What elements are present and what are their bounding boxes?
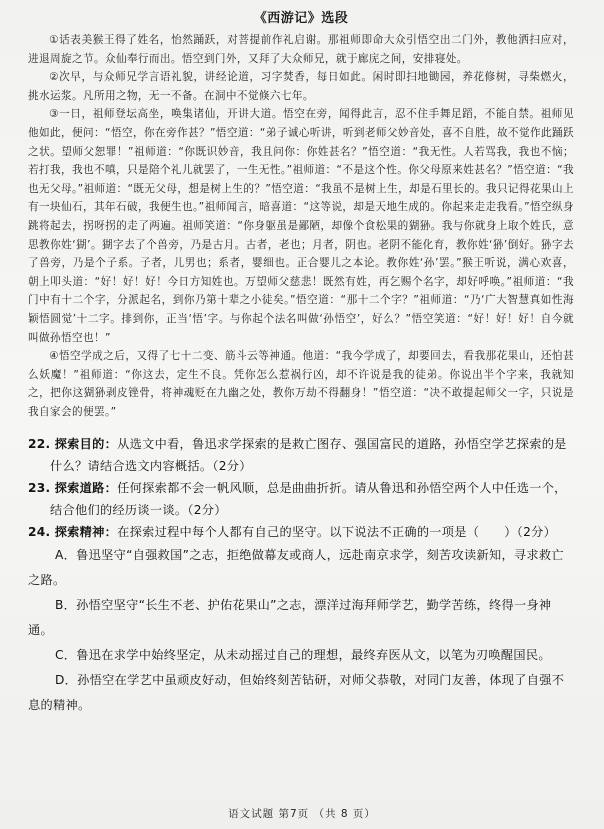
passage-paragraph-3: ③一日，祖师登坛高坐，唤集诸仙，开讲大道。悟空在旁，闻得此言，忍不住手舞足蹈，不能自禁。祖师见他如此，便问：“悟空，你在旁作甚？”悟空道：“弟子诚心听讲，听到老师父妙音处，喜不自胜，故不觉作此踊跃之状。望师父恕罪！”祖师道：“你既识妙音，我且问你：你姓甚名？”悟空道：“我无性。人若骂我，我也不恼；若打我，我也不嗔，只是陪个礼儿就罢了，一生无性。”祖师道：“不是这个性。你父母原来姓甚名？”悟空道：“我也无父母。”祖师道：“既无父母，想是树上生的？”悟空道：“我虽不是树上生，却是石里长的。我只记得花果山上有一块仙石，其年石破，我便生也。”祖师闻言，暗喜道：“这等说，却是天地生成的。你起来走走我看。”悟空纵身跳将起去，拐呀拐的走了两遍。祖师笑道：“你身躯虽是鄙陋，却像个食松果的猢狲。我与你就身上取个姓氏，意思教你姓‘猢’。猢字去了个兽旁，乃是古月。古者，老也；月者，阴也。老阴不能化育，教你姓‘狲’倒好。狲字去了兽旁，乃是个子系。子者，儿男也；系者，婴细也。正合婴儿之本论。教你姓‘孙’罢。”猴王听说，满心欢喜，朝上叩头道：“好！好！好！今日方知姓也。万望师父慈悲！既然有姓，再乞赐个名字，却好呼唤。”祖师道：“我门中有十二个字，分派起名，到你乃第十辈之小徒矣。”悟空道：“那十二个字？”祖师道：“乃‘广大智慧真如性海颖悟圆觉’十二字。排到你，正当‘悟’字。与你起个法名叫做‘孙悟空’，好么？”悟空笑道：“好！好！好！自今就叫做孙悟空也！” — [28, 108, 574, 344]
question-tag: 探索目的： — [54, 437, 118, 452]
question-tag: 探索精神： — [54, 525, 118, 540]
option-b: B．孙悟空坚守“长生不老、护佑花果山”之志，漂洋过海拜师学艺，勤学苦练，终得一身神通。 — [28, 598, 552, 638]
passage-title: 《西游记》选段 — [253, 11, 349, 26]
option-c: C．鲁迅在求学中始终坚定，从未动摇过自己的理想，最终弃医从文，以笔为刃唤醒国民。 — [55, 648, 551, 663]
page-footer: 语文试题 第7页 （共 8 页） — [228, 808, 376, 820]
question-tag: 探索道路： — [54, 481, 118, 496]
passage-paragraph-2: ②次早，与众师兄学言语礼貌，讲经论道，习字焚香，每日如此。闲时即扫地锄园，养花修树，寻柴燃火，挑水运浆。凡所用之物，无一不备。在洞中不觉倏六七年。 — [28, 71, 574, 102]
reading-passage — [28, 31, 574, 421]
passage-paragraph-4: ④悟空学成之后，又得了七十二变、筋斗云等神通。他道：“我今学成了，却要回去，看我那花果山，还怕甚么妖魔！”祖师道：“你这去，定生不良。凭你怎么惹祸行凶，却不许说是我的徒弟。你说出半个字来，我就知之，把你这猢狲剥皮锉骨，将神魂贬在九幽之处，教你万劫不得翻身！”悟空道：“决不敢提起师父一字，只说是我自家会的便罢。” — [28, 350, 574, 418]
question-text: 从选文中看，鲁迅求学探索的是救亡图存、强国富民的道路，孙悟空学艺探索的是什么？请结合选文内容概括。（2分） — [50, 437, 567, 474]
question-text: 在探索过程中每个人都有自己的坚守。以下说法不正确的一项是（ ）（2分） — [117, 525, 557, 540]
question-section — [28, 433, 574, 718]
question-text: 任何探索都不会一帆风顺，总是曲曲折折。请从鲁迅和孙悟空两个人中任选一个，结合他们的经历谈一谈。（2分） — [50, 481, 567, 518]
question-23 — [28, 477, 574, 521]
question-22 — [28, 433, 574, 477]
question-number: 23. — [28, 481, 51, 496]
passage-paragraph-1: ①话表美猴王得了姓名，怡然踊跃，对菩提前作礼启谢。那祖师即命大众引悟空出二门外，教他洒扫应对，进退周旋之节。众仙奉行而出。悟空到门外，又拜了大众师兄，就于廊庑之间，安排寝处。 — [28, 34, 574, 65]
option-a: A．鲁迅坚守“自强救国”之志，拒绝做幕友或商人，远赴南京求学，刻苦攻读新知，寻求救亡之路。 — [28, 548, 564, 588]
question-number: 22. — [28, 437, 51, 452]
option-d: D．孙悟空在学艺中虽顽皮好动，但始终刻苦钻研，对师父恭敬，对同门友善，体现了自强不息的精神。 — [28, 673, 565, 713]
question-number: 24. — [28, 525, 51, 540]
question-24 — [28, 521, 574, 543]
